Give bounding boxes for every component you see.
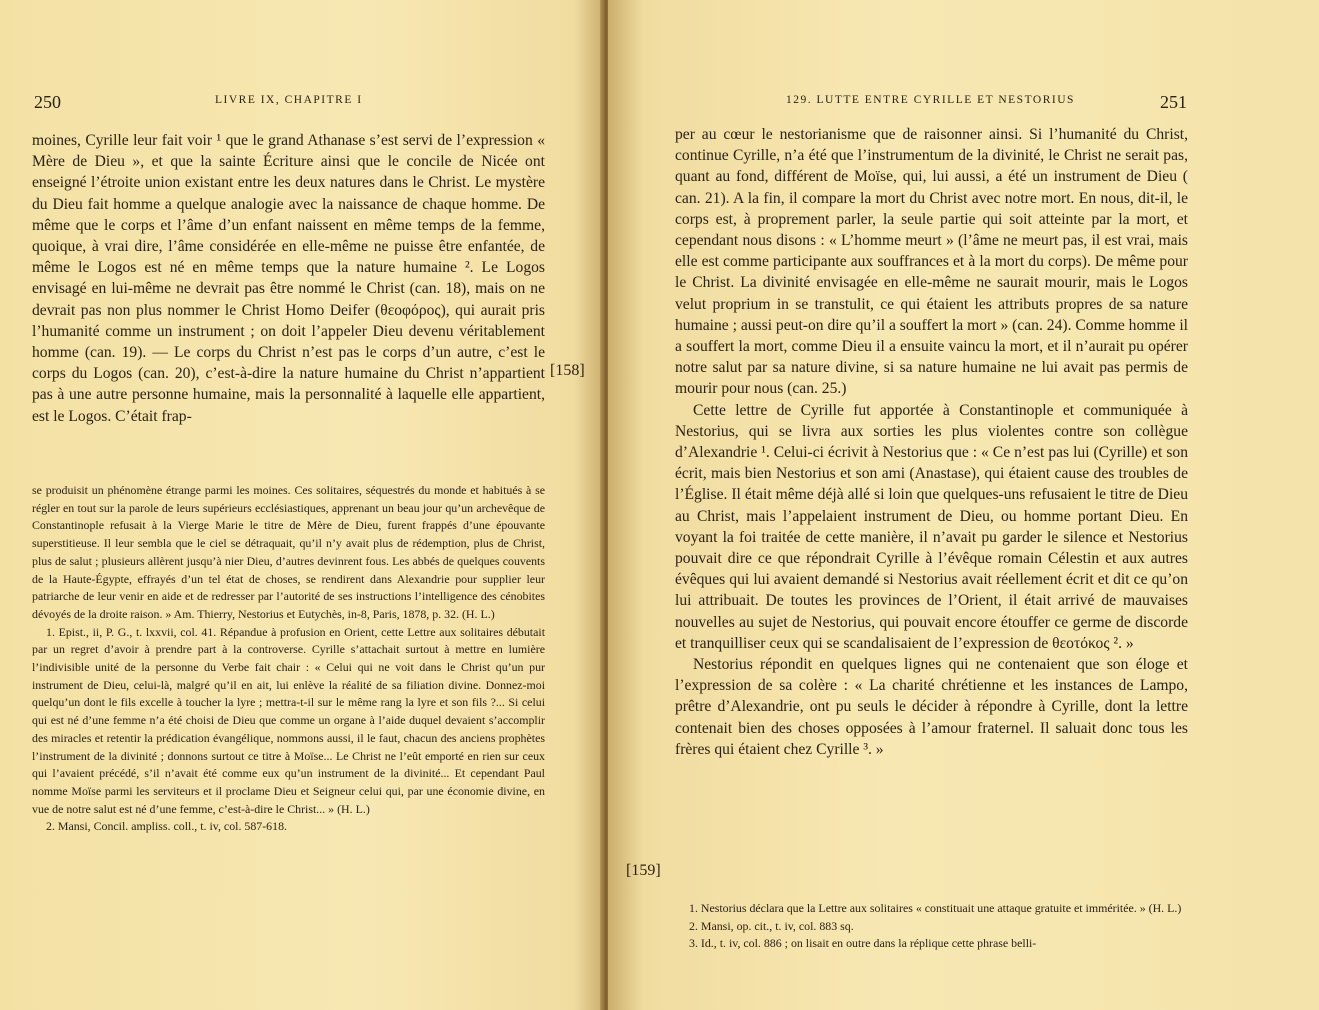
page-number: 251 bbox=[1160, 92, 1187, 112]
footnote: 2. Mansi, Concil. ampliss. coll., t. iv, col. 587-618. bbox=[46, 819, 287, 834]
footnote: 3. Id., t. iv, col. 886 ; on lisait en outre dans la réplique cette phrase belli- bbox=[689, 936, 1037, 951]
body-text bbox=[675, 124, 1188, 760]
body-paragraph: per au cœur le nestorianisme que de raisonner ainsi. Si l’humanité du Christ, continue Cyrille, n’a été que l’instrumentum de la divinité, le Christ ne serait pas, quant au fond, différent de Moïse, qui, lui aussi, a été un instrument de Dieu ( can. 21). A la fin, il compare la mort du Christ avec notre mort. En nous, dit-il, le corps est, à proprement parler, la seule partie qui soit atteinte par la mort, et cependant nous disons : « L’homme meurt » (l’âme ne meurt pas, il est vrai, mais elle est comme participante aux souffrances et à la mort du corps). De même pour le Christ. La divinité envisagée en elle-même ne saurait mourir, mais le Logos velut proprium in se transtulit, ce qui étaient les attributs propres de sa nature humaine ; aussi peut-on dire qu’il a souffert la mort » (can. 24). Comme homme il a souffert la mort, comme Dieu il a ensuite vaincu la mort, et il n’aurait pu opérer notre salut par sa nature divine, si sa nature humaine ne lui avait pas permis de mourir pour nous (can. 25.) bbox=[675, 126, 1188, 398]
running-head: 129. LUTTE ENTRE CYRILLE ET NESTORIUS bbox=[786, 94, 1075, 106]
margin-marker: [159] bbox=[626, 862, 661, 879]
body-paragraph: Nestorius répondit en quelques lignes qui ne contenaient que son éloge et l’expression de sa colère : « La charité chrétienne et les instances de Lampo, prêtre d’Alexandrie, ont pu seuls le décider à répondre à Cyrille, dont la lettre contenait bien des choses opposées à l’amour fraternel. Il saluait donc tous les frères qui étaient chez Cyrille ³. » bbox=[675, 656, 1188, 758]
left-page bbox=[0, 0, 604, 1010]
footnotes bbox=[675, 900, 1188, 953]
body-paragraph: Cette lettre de Cyrille fut apportée à Constantinople et communiquée à Nestorius, qui se livra aux sorties les plus violentes contre son collègue d’Alexandrie ¹. Celui-ci écrivit à Nestorius que : « Ce n’est pas lui (Cyrille) et son écrit, mais bien Nestorius et son ami (Anastase), qui étaient cause des troubles de l’Église. Il était même déjà allé si loin que quelques-uns refusaient le titre de Dieu au Christ, mais l’appelaient instrument de Dieu, ou homme portant Dieu. En voyant la foi traitée de cette manière, il n’avait pu garder le silence et Nestorius pouvait dire ce que répondrait Cyrille à l’évêque romain Célestin et aux autres évêques qui lui avaient demandé si Nestorius avait réellement écrit et dit ce qu’on lui attribuait. De toutes les provinces de l’Orient, il était arrivé de mauvaises nouvelles au sujet de Nestorius, qui pouvait encore étouffer ce germe de discorde et tranquilliser ceux qui se scandalisaient de l’expression de θεοτόκος ². » bbox=[675, 401, 1188, 652]
body-text bbox=[32, 130, 545, 427]
footnote: 1. Epist., ii, P. G., t. lxxvii, col. 41. Répandue à profusion en Orient, cette Lettre aux solitaires débutait par un regret d’avoir à prendre part à la controverse. Cyrille s’attachait surtout à mettre en lumière l’indivisible unité de la personne du Verbe fait chair : « Celui qui ne voit dans le Christ qu’un pur instrument de Dieu, celui-là, malgré qu’il en ait, lui enlève la réalité de sa filiation divine. Donnez-moi quelqu’un dont le fils excelle à toucher la lyre ; mettra-t-il sur le même rang la lyre et son fils ?... Si celui qui est né d’une femme n’a été choisi de Dieu que comme un organe à l’aide duquel devaient s’accomplir des miracles et retentir la prédication évangélique, nommons aussi, il le faut, chacun des anciens prophètes l’instrument de la divinité ; donnons surtout ce titre à Moïse... Le Christ ne l’eût emporté en rien sur ceux qui l’avaient précédé, s’il n’avait été comme eux qu’un instrument de la divinité... Et cependant Paul nomme Moïse parmi les serviteurs et il proclame Dieu et Seigneur celui qui, par une économie divine, en vue de notre salut est né d’une femme, c’est-à-dire le Christ... » (H. L.) bbox=[32, 624, 545, 816]
right-page bbox=[608, 0, 1319, 1010]
page-number: 250 bbox=[34, 92, 61, 112]
running-head: LIVRE IX, CHAPITRE I bbox=[215, 94, 363, 106]
margin-marker: [158] bbox=[550, 362, 585, 379]
footnote: 1. Nestorius déclara que la Lettre aux solitaires « constituait une attaque gratuite et imméritée. » (H. L.) bbox=[689, 901, 1182, 915]
body-paragraph: moines, Cyrille leur fait voir ¹ que le grand Athanase s’est servi de l’expression « Mère de Dieu », et que la sainte Écriture ainsi que le concile de Nicée ont enseigné l’étroite union existant entre les deux natures dans le Christ. Le mystère du Dieu fait homme a quelque analogie avec la naissance de chaque homme. De même que le corps et l’âme d’un enfant naissent en même temps de la femme, quoique, à vrai dire, l’âme considérée en elle-même ne puisse être enfantée, de même le Logos est né en même temps que la nature humaine ². Le Logos envisagé en lui-même ne devrait pas être nommé le Christ (can. 18), mais on ne devrait pas non plus nommer le Christ Homo Deifer (θεοφόρος), qui aurait pris l’humanité comme un instrument ; on doit l’appeler Dieu devenu véritablement homme (can. 19). — Le corps du Christ n’est pas le corps d’un autre, c’est le corps du Logos (can. 20), c’est-à-dire la nature humaine du Christ n’appartient pas à une autre personne humaine, mais la personnalité à laquelle elle appartient, est le Logos. C’était frap- bbox=[32, 132, 545, 425]
footnote: 2. Mansi, op. cit., t. iv, col. 883 sq. bbox=[689, 918, 854, 933]
footnotes bbox=[32, 482, 545, 836]
footnote: se produisit un phénomène étrange parmi les moines. Ces solitaires, séquestrés du monde et habitués à se régler en tout sur la parole de leurs supérieurs ecclésiastiques, apprenant un beau jour qu’un archevêque de Constantinople refusait à la Vierge Marie le titre de Mère de Dieu, furent frappés d’une épouvante superstitieuse. Il leur sembla que le ciel se détraquait, qu’il n’y avait plus de rédemption, plus de Christ, plus de salut ; plusieurs allèrent jusqu’à nier Dieu, d’autres devinrent fous. Les abbés de quelques couvents de la Haute-Égypte, effrayés d’un tel état de choses, se rendirent dans Alexandrie pour supplier leur patriarche de leur venir en aide et de redresser par l’autorité de ses instructions l’intelligence des cénobites dévoyés de la droite raison. » Am. Thierry, Nestorius et Eutychès, in-8, Paris, 1878, p. 32. (H. L.) bbox=[32, 483, 545, 621]
